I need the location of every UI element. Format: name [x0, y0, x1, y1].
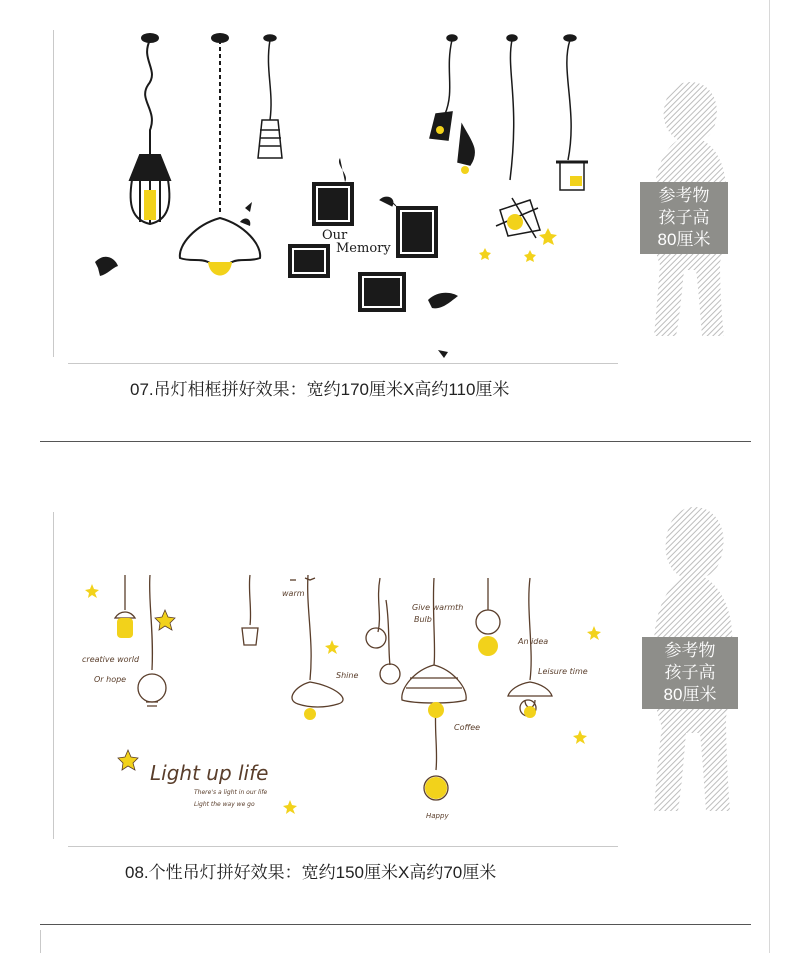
art-text-bulb: Bulb: [414, 615, 432, 624]
section-08-base-rule: [68, 846, 618, 847]
section-divider-2: [40, 924, 751, 925]
section-07-caption: 07.吊灯相框拼好效果：宽约170厘米X高约110厘米: [130, 380, 510, 399]
reference-line-3: 80厘米: [657, 230, 711, 249]
reference-line-2: 孩子高: [664, 663, 716, 682]
art-text-memory: Memory: [336, 241, 391, 256]
art-text-our: Our: [322, 228, 348, 243]
art-text-happy: Happy: [426, 812, 449, 820]
art-text-or-hope: Or hope: [94, 675, 127, 684]
art-text-give-warmth: Give warmth: [412, 603, 464, 612]
section-divider-1: [40, 441, 751, 442]
art-text-theres: There's a light in our life: [194, 789, 268, 796]
art-text-light-way: Light the way we go: [194, 801, 255, 808]
bird-left: [95, 257, 118, 276]
section-07-left-rule: [53, 30, 54, 357]
art-text-shine: Shine: [336, 671, 359, 680]
reference-line-3: 80厘米: [663, 685, 717, 704]
art-text-warm: warm: [282, 589, 305, 598]
section-08-left-rule: [53, 512, 54, 839]
section-07-base-rule: [68, 363, 618, 364]
art-text-leisure: Leisure time: [538, 667, 588, 676]
section-08-reference-label: [642, 637, 738, 709]
umbrella-lamp-2: [180, 34, 260, 265]
art-text-creative: creative world: [82, 655, 140, 664]
reference-line-2: 孩子高: [658, 208, 710, 227]
cylinder-lamp-3: [258, 35, 282, 158]
art-text-light-up: Light up life: [150, 761, 269, 785]
section-07-reference-label: [640, 182, 728, 254]
section-09-left-rule: [40, 930, 41, 953]
section-08-caption: 08.个性吊灯拼好效果：宽约150厘米X高约70厘米: [125, 863, 497, 882]
section-07-pendant-frames-illustration: [60, 30, 620, 360]
reference-line-1: 参考物: [664, 641, 716, 660]
reference-line-1: 参考物: [658, 186, 710, 205]
bird-right: [428, 293, 458, 309]
art-text-coffee: Coffee: [454, 723, 481, 732]
section-08-pendant-doodles-illustration: [70, 570, 620, 830]
page-right-border: [769, 0, 770, 953]
art-text-an-idea: An idea: [518, 637, 549, 646]
